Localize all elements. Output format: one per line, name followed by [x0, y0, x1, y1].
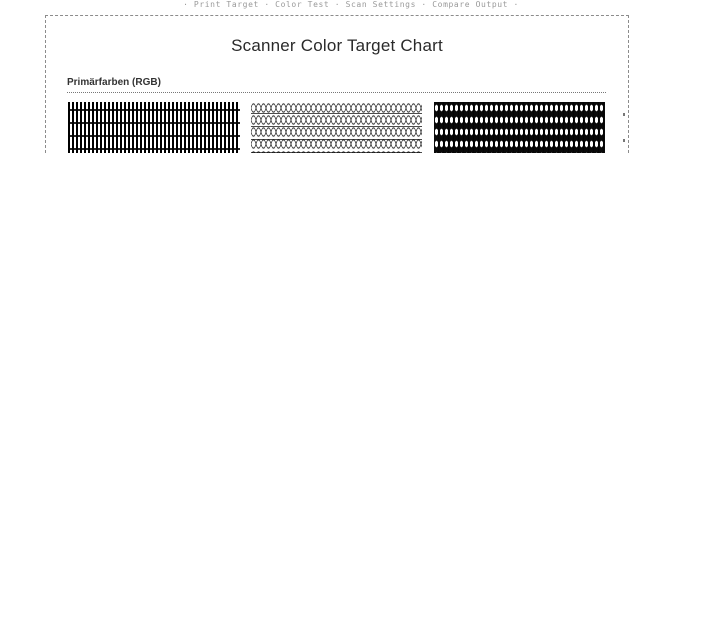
section-divider	[67, 92, 606, 93]
page-title: Scanner Color Target Chart	[231, 36, 443, 55]
margin-mark	[623, 139, 625, 142]
patch-open-rings	[251, 102, 422, 153]
color-target-sheet	[45, 15, 629, 153]
patch-fine-lines	[68, 102, 240, 153]
top-nav-text: · Print Target · Color Test · Scan Settings · Compare Output ·	[183, 0, 519, 9]
margin-mark	[623, 113, 625, 116]
patch-dark-rings	[434, 102, 605, 153]
section-label: Primärfarben (RGB)	[67, 77, 161, 88]
